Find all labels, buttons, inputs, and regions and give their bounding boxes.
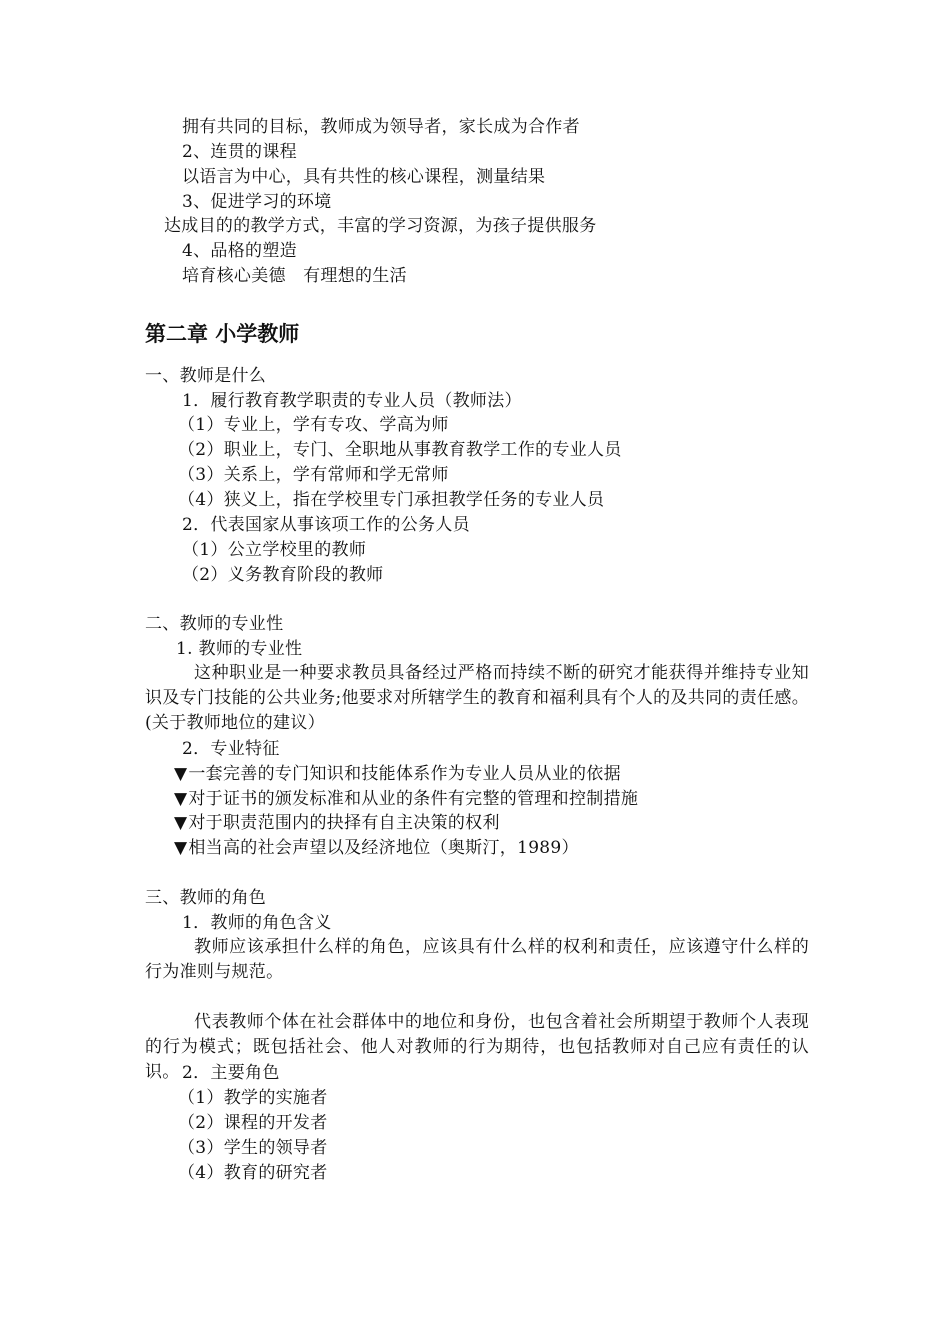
text-line: 培育核心美德 有理想的生活 — [182, 266, 407, 286]
section-title: 三、教师的角色 — [145, 888, 267, 908]
list-item: （2）义务教育阶段的教师 — [182, 565, 384, 585]
list-item: （1）教学的实施者 — [178, 1088, 328, 1108]
text-line: 拥有共同的目标，教师成为领导者，家长成为合作者 — [182, 117, 580, 137]
bullet-text: 一套完善的专门知识和技能体系作为专业人员从业的依据 — [188, 764, 621, 784]
bullet-text: 对于证书的颁发标准和从业的条件有完整的管理和控制措施 — [188, 789, 639, 809]
bullet-item — [174, 813, 500, 833]
list-heading: 3、促进学习的环境 — [182, 192, 332, 212]
list-item: （2）课程的开发者 — [178, 1113, 328, 1133]
list-heading: 2、连贯的课程 — [182, 142, 297, 162]
list-item: （3）关系上，学有常师和学无常师 — [178, 465, 449, 485]
subsection-title: 1. 教师的专业性 — [176, 639, 303, 659]
bullet-text: 相当高的社会声望以及经济地位（奥斯汀，1989） — [188, 838, 579, 858]
list-item: （1）专业上，学有专攻、学高为师 — [178, 415, 449, 435]
chapter-title: 第二章 小学教师 — [145, 322, 300, 346]
subsection-title: 2．代表国家从事该项工作的公务人员 — [182, 515, 470, 535]
paragraph: 教师应该承担什么样的角色，应该具有什么样的权利和责任，应该遵守什么样的行为准则与规范。 — [145, 937, 809, 982]
list-item: （4）狭义上，指在学校里专门承担教学任务的专业人员 — [178, 490, 605, 510]
bullet-item — [174, 764, 621, 784]
list-item: （4）教育的研究者 — [178, 1163, 328, 1183]
list-item: （2）职业上，专门、全职地从事教育教学工作的专业人员 — [178, 440, 622, 460]
paragraph: 代表教师个体在社会群体中的地位和身份，也包含着社会所期望于教师个人表现的行为模式；既包括社会、他人对教师的行为期待，也包括教师对自己应有责任的认识。 — [145, 1012, 809, 1082]
triangle-bullet-icon: ▼ — [174, 764, 188, 784]
bullet-item — [174, 789, 638, 809]
subsection-title: 1．履行教育教学职责的专业人员（教师法） — [182, 391, 522, 411]
section-title: 二、教师的专业性 — [145, 614, 284, 634]
list-item: （3）学生的领导者 — [178, 1138, 328, 1158]
triangle-bullet-icon: ▼ — [174, 789, 188, 809]
text-line: 达成目的的教学方式，丰富的学习资源，为孩子提供服务 — [164, 216, 597, 236]
bullet-text: 对于职责范围内的抉择有自主决策的权利 — [188, 813, 500, 833]
subsection-title: 2．专业特征 — [182, 739, 280, 759]
bullet-item — [174, 838, 579, 858]
text-line: 以语言为中心，具有共性的核心课程，测量结果 — [182, 167, 546, 187]
list-heading: 4、品格的塑造 — [182, 241, 297, 261]
subsection-title: 2．主要角色 — [182, 1063, 280, 1083]
triangle-bullet-icon: ▼ — [174, 838, 188, 858]
section-title: 一、教师是什么 — [145, 366, 267, 386]
triangle-bullet-icon: ▼ — [174, 813, 188, 833]
paragraph: 这种职业是一种要求教员具备经过严格而持续不断的研究才能获得并维持专业知识及专门技能的公共业务;他要求对所辖学生的教育和福利具有个人的及共同的责任感。(关于教师地位的建议） — [145, 663, 809, 733]
list-item: （1）公立学校里的教师 — [182, 540, 367, 560]
subsection-title: 1．教师的角色含义 — [182, 913, 332, 933]
